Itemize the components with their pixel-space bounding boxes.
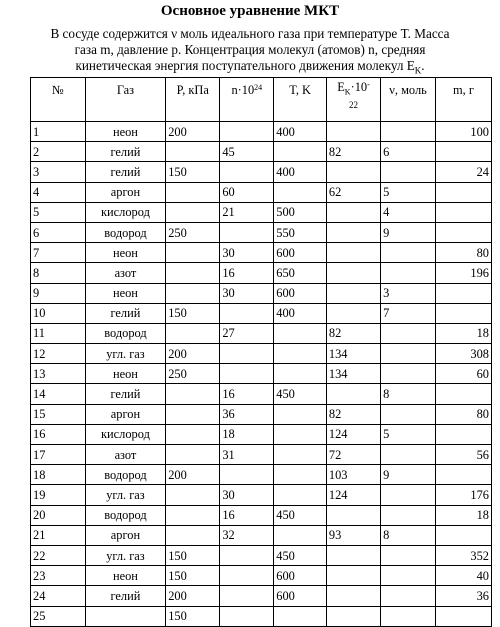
cell-number: 16 [31,424,86,444]
cell-number: 23 [31,566,86,586]
cell-pressure [166,384,220,404]
cell-concentration: 16 [220,384,274,404]
intro-line-3-sub: K [414,65,422,76]
cell-concentration: 31 [220,445,274,465]
cell-pressure [166,283,220,303]
cell-pressure: 150 [166,303,220,323]
cell-temperature: 600 [274,283,327,303]
cell-number: 11 [31,323,86,343]
cell-concentration: 21 [220,202,274,222]
cell-concentration: 30 [220,485,274,505]
intro-line-2: газа m, давление p. Концентрация молекул (атомов) n, средняя [74,42,426,57]
cell-energy [326,586,380,606]
cell-number: 14 [31,384,86,404]
cell-temperature: 550 [274,222,327,242]
table-row [31,162,492,182]
cell-number: 2 [31,142,86,162]
table-row [31,202,492,222]
header-energy-mid: ·10 [350,80,368,94]
cell-pressure: 200 [166,344,220,364]
cell-number: 9 [31,283,86,303]
cell-concentration: 27 [220,323,274,343]
cell-energy: 134 [326,344,380,364]
cell-temperature [274,606,327,626]
cell-number: 10 [31,303,86,323]
cell-number: 25 [31,606,86,626]
cell-energy [326,222,380,242]
cell-moles: 8 [381,384,436,404]
cell-pressure [166,263,220,283]
cell-temperature: 400 [274,303,327,323]
cell-mass [436,222,492,242]
cell-moles [381,566,436,586]
header-mass: m, г [436,78,492,122]
cell-energy [326,606,380,626]
cell-number: 13 [31,364,86,384]
cell-number: 20 [31,505,86,525]
cell-concentration: 16 [220,263,274,283]
table-row [31,404,492,424]
cell-mass [436,465,492,485]
table-row [31,142,492,162]
cell-mass: 24 [436,162,492,182]
cell-number: 24 [31,586,86,606]
cell-gas: аргон [85,404,166,424]
cell-moles [381,122,436,142]
cell-gas: водород [85,465,166,485]
table-row [31,323,492,343]
cell-mass: 36 [436,586,492,606]
intro-line-3-text: кинетическая энергия поступательного движения молекул E [75,58,415,73]
cell-moles [381,586,436,606]
cell-moles [381,445,436,465]
cell-energy: 124 [326,485,380,505]
cell-pressure: 200 [166,122,220,142]
cell-concentration: 18 [220,424,274,444]
table-row [31,586,492,606]
cell-moles [381,364,436,384]
cell-energy: 134 [326,364,380,384]
cell-gas: аргон [85,525,166,545]
cell-pressure: 200 [166,465,220,485]
table-row [31,122,492,142]
cell-pressure [166,445,220,465]
cell-pressure [166,142,220,162]
cell-concentration [220,162,274,182]
table-row [31,465,492,485]
cell-temperature [274,323,327,343]
header-concentration-exp: 24 [254,83,263,92]
cell-mass [436,142,492,162]
cell-mass [436,303,492,323]
cell-energy [326,263,380,283]
cell-pressure: 150 [166,606,220,626]
cell-gas: угл. газ [85,344,166,364]
cell-concentration: 32 [220,525,274,545]
table-row [31,243,492,263]
cell-pressure [166,525,220,545]
cell-gas: неон [85,122,166,142]
cell-pressure [166,404,220,424]
table-row [31,485,492,505]
cell-concentration: 16 [220,505,274,525]
cell-temperature: 600 [274,586,327,606]
data-table [30,77,492,627]
cell-pressure: 250 [166,222,220,242]
cell-mass: 18 [436,323,492,343]
cell-moles [381,505,436,525]
table-row [31,182,492,202]
cell-number: 18 [31,465,86,485]
cell-mass [436,525,492,545]
cell-energy [326,545,380,565]
table-row [31,566,492,586]
header-energy-exp: - [367,80,370,89]
header-moles: ν, моль [381,78,436,122]
header-temperature: T, K [274,78,327,122]
cell-energy [326,202,380,222]
cell-gas: гелий [85,303,166,323]
cell-moles [381,323,436,343]
cell-energy: 82 [326,323,380,343]
cell-moles: 5 [381,182,436,202]
cell-gas: гелий [85,142,166,162]
table-row [31,384,492,404]
cell-mass: 80 [436,243,492,263]
cell-gas: неон [85,283,166,303]
cell-gas: неон [85,243,166,263]
cell-moles: 6 [381,142,436,162]
cell-mass: 352 [436,545,492,565]
cell-gas: угл. газ [85,545,166,565]
cell-pressure: 200 [166,586,220,606]
table-row [31,364,492,384]
cell-mass: 18 [436,505,492,525]
cell-temperature [274,424,327,444]
cell-pressure: 150 [166,545,220,565]
cell-concentration [220,586,274,606]
table-row [31,606,492,626]
cell-number: 21 [31,525,86,545]
cell-energy [326,384,380,404]
cell-energy [326,505,380,525]
cell-number: 6 [31,222,86,242]
cell-mass: 60 [436,364,492,384]
cell-gas: азот [85,263,166,283]
cell-mass [436,182,492,202]
header-concentration [220,78,274,122]
table-row [31,344,492,364]
cell-number: 3 [31,162,86,182]
cell-gas: водород [85,323,166,343]
cell-gas: аргон [85,182,166,202]
cell-energy [326,162,380,182]
cell-concentration [220,344,274,364]
cell-temperature [274,182,327,202]
header-energy-sub: K [344,87,351,97]
table-row [31,222,492,242]
cell-moles: 8 [381,525,436,545]
table-row [31,445,492,465]
table-row [31,263,492,283]
cell-gas: водород [85,222,166,242]
cell-temperature [274,465,327,485]
cell-temperature [274,404,327,424]
table-row [31,424,492,444]
cell-moles [381,263,436,283]
cell-pressure [166,485,220,505]
cell-energy: 82 [326,404,380,424]
cell-pressure: 150 [166,162,220,182]
cell-concentration: 45 [220,142,274,162]
cell-mass [436,283,492,303]
cell-temperature: 450 [274,384,327,404]
cell-energy [326,243,380,263]
cell-energy [326,566,380,586]
header-gas: Газ [85,78,166,122]
cell-number: 4 [31,182,86,202]
cell-number: 8 [31,263,86,283]
cell-concentration [220,566,274,586]
cell-concentration: 30 [220,283,274,303]
cell-mass: 40 [436,566,492,586]
cell-gas [85,606,166,626]
cell-concentration [220,465,274,485]
cell-energy: 82 [326,142,380,162]
cell-moles: 7 [381,303,436,323]
cell-moles [381,344,436,364]
cell-moles [381,404,436,424]
cell-energy [326,303,380,323]
header-energy-base: E [337,80,345,94]
cell-mass: 100 [436,122,492,142]
cell-number: 12 [31,344,86,364]
cell-mass: 56 [436,445,492,465]
cell-temperature: 400 [274,122,327,142]
cell-number: 22 [31,545,86,565]
cell-moles: 4 [381,202,436,222]
document-page [0,0,500,79]
cell-temperature: 400 [274,162,327,182]
cell-concentration: 36 [220,404,274,424]
cell-temperature [274,445,327,465]
table-row [31,283,492,303]
table-row [31,505,492,525]
header-energy [326,78,380,122]
cell-pressure [166,323,220,343]
table-header-row [31,78,492,122]
cell-temperature: 600 [274,566,327,586]
cell-moles: 3 [381,283,436,303]
cell-concentration [220,545,274,565]
cell-number: 5 [31,202,86,222]
cell-concentration [220,222,274,242]
cell-concentration [220,364,274,384]
cell-moles [381,243,436,263]
cell-moles: 9 [381,222,436,242]
cell-energy: 124 [326,424,380,444]
header-energy-exp2: 22 [349,100,358,111]
cell-gas: кислород [85,202,166,222]
cell-pressure: 250 [166,364,220,384]
cell-pressure [166,202,220,222]
intro-line-3 [10,58,490,79]
cell-gas: кислород [85,424,166,444]
cell-number: 19 [31,485,86,505]
cell-gas: угл. газ [85,485,166,505]
cell-pressure: 150 [166,566,220,586]
cell-concentration [220,122,274,142]
cell-energy: 72 [326,445,380,465]
cell-energy: 93 [326,525,380,545]
cell-concentration [220,606,274,626]
cell-number: 15 [31,404,86,424]
cell-energy: 62 [326,182,380,202]
cell-pressure [166,424,220,444]
cell-gas: гелий [85,162,166,182]
cell-moles: 5 [381,424,436,444]
cell-mass: 80 [436,404,492,424]
cell-concentration: 60 [220,182,274,202]
cell-moles [381,162,436,182]
cell-gas: гелий [85,586,166,606]
cell-number: 17 [31,445,86,465]
document-title: Основное уравнение МКТ [160,3,340,19]
cell-pressure [166,182,220,202]
cell-temperature: 450 [274,545,327,565]
cell-gas: водород [85,505,166,525]
cell-moles [381,545,436,565]
header-number: № [31,78,86,122]
cell-temperature: 600 [274,243,327,263]
cell-mass [436,606,492,626]
intro-line-3-end: . [421,58,425,73]
cell-mass: 196 [436,263,492,283]
cell-temperature [274,142,327,162]
cell-mass [436,424,492,444]
problem-statement [10,26,490,79]
cell-mass: 308 [436,344,492,364]
cell-gas: неон [85,566,166,586]
intro-line-1: В сосуде содержится ν моль идеального газа при температуре T. Масса [50,26,450,41]
table-body [31,122,492,627]
cell-number: 1 [31,122,86,142]
table-row [31,545,492,565]
cell-pressure [166,505,220,525]
cell-gas: азот [85,445,166,465]
cell-temperature [274,485,327,505]
cell-mass: 176 [436,485,492,505]
cell-moles: 9 [381,465,436,485]
cell-temperature: 450 [274,505,327,525]
cell-concentration: 30 [220,243,274,263]
header-concentration-base: n·10 [231,83,255,97]
cell-energy [326,283,380,303]
table-row [31,303,492,323]
cell-gas: неон [85,364,166,384]
cell-moles [381,606,436,626]
cell-concentration [220,303,274,323]
cell-mass [436,384,492,404]
cell-moles [381,485,436,505]
cell-temperature [274,364,327,384]
table-row [31,525,492,545]
cell-energy [326,122,380,142]
cell-temperature: 650 [274,263,327,283]
cell-number: 7 [31,243,86,263]
cell-gas: гелий [85,384,166,404]
cell-temperature [274,344,327,364]
cell-mass [436,202,492,222]
cell-temperature: 500 [274,202,327,222]
header-pressure: P, кПа [166,78,220,122]
cell-energy: 103 [326,465,380,485]
cell-temperature [274,525,327,545]
cell-pressure [166,243,220,263]
